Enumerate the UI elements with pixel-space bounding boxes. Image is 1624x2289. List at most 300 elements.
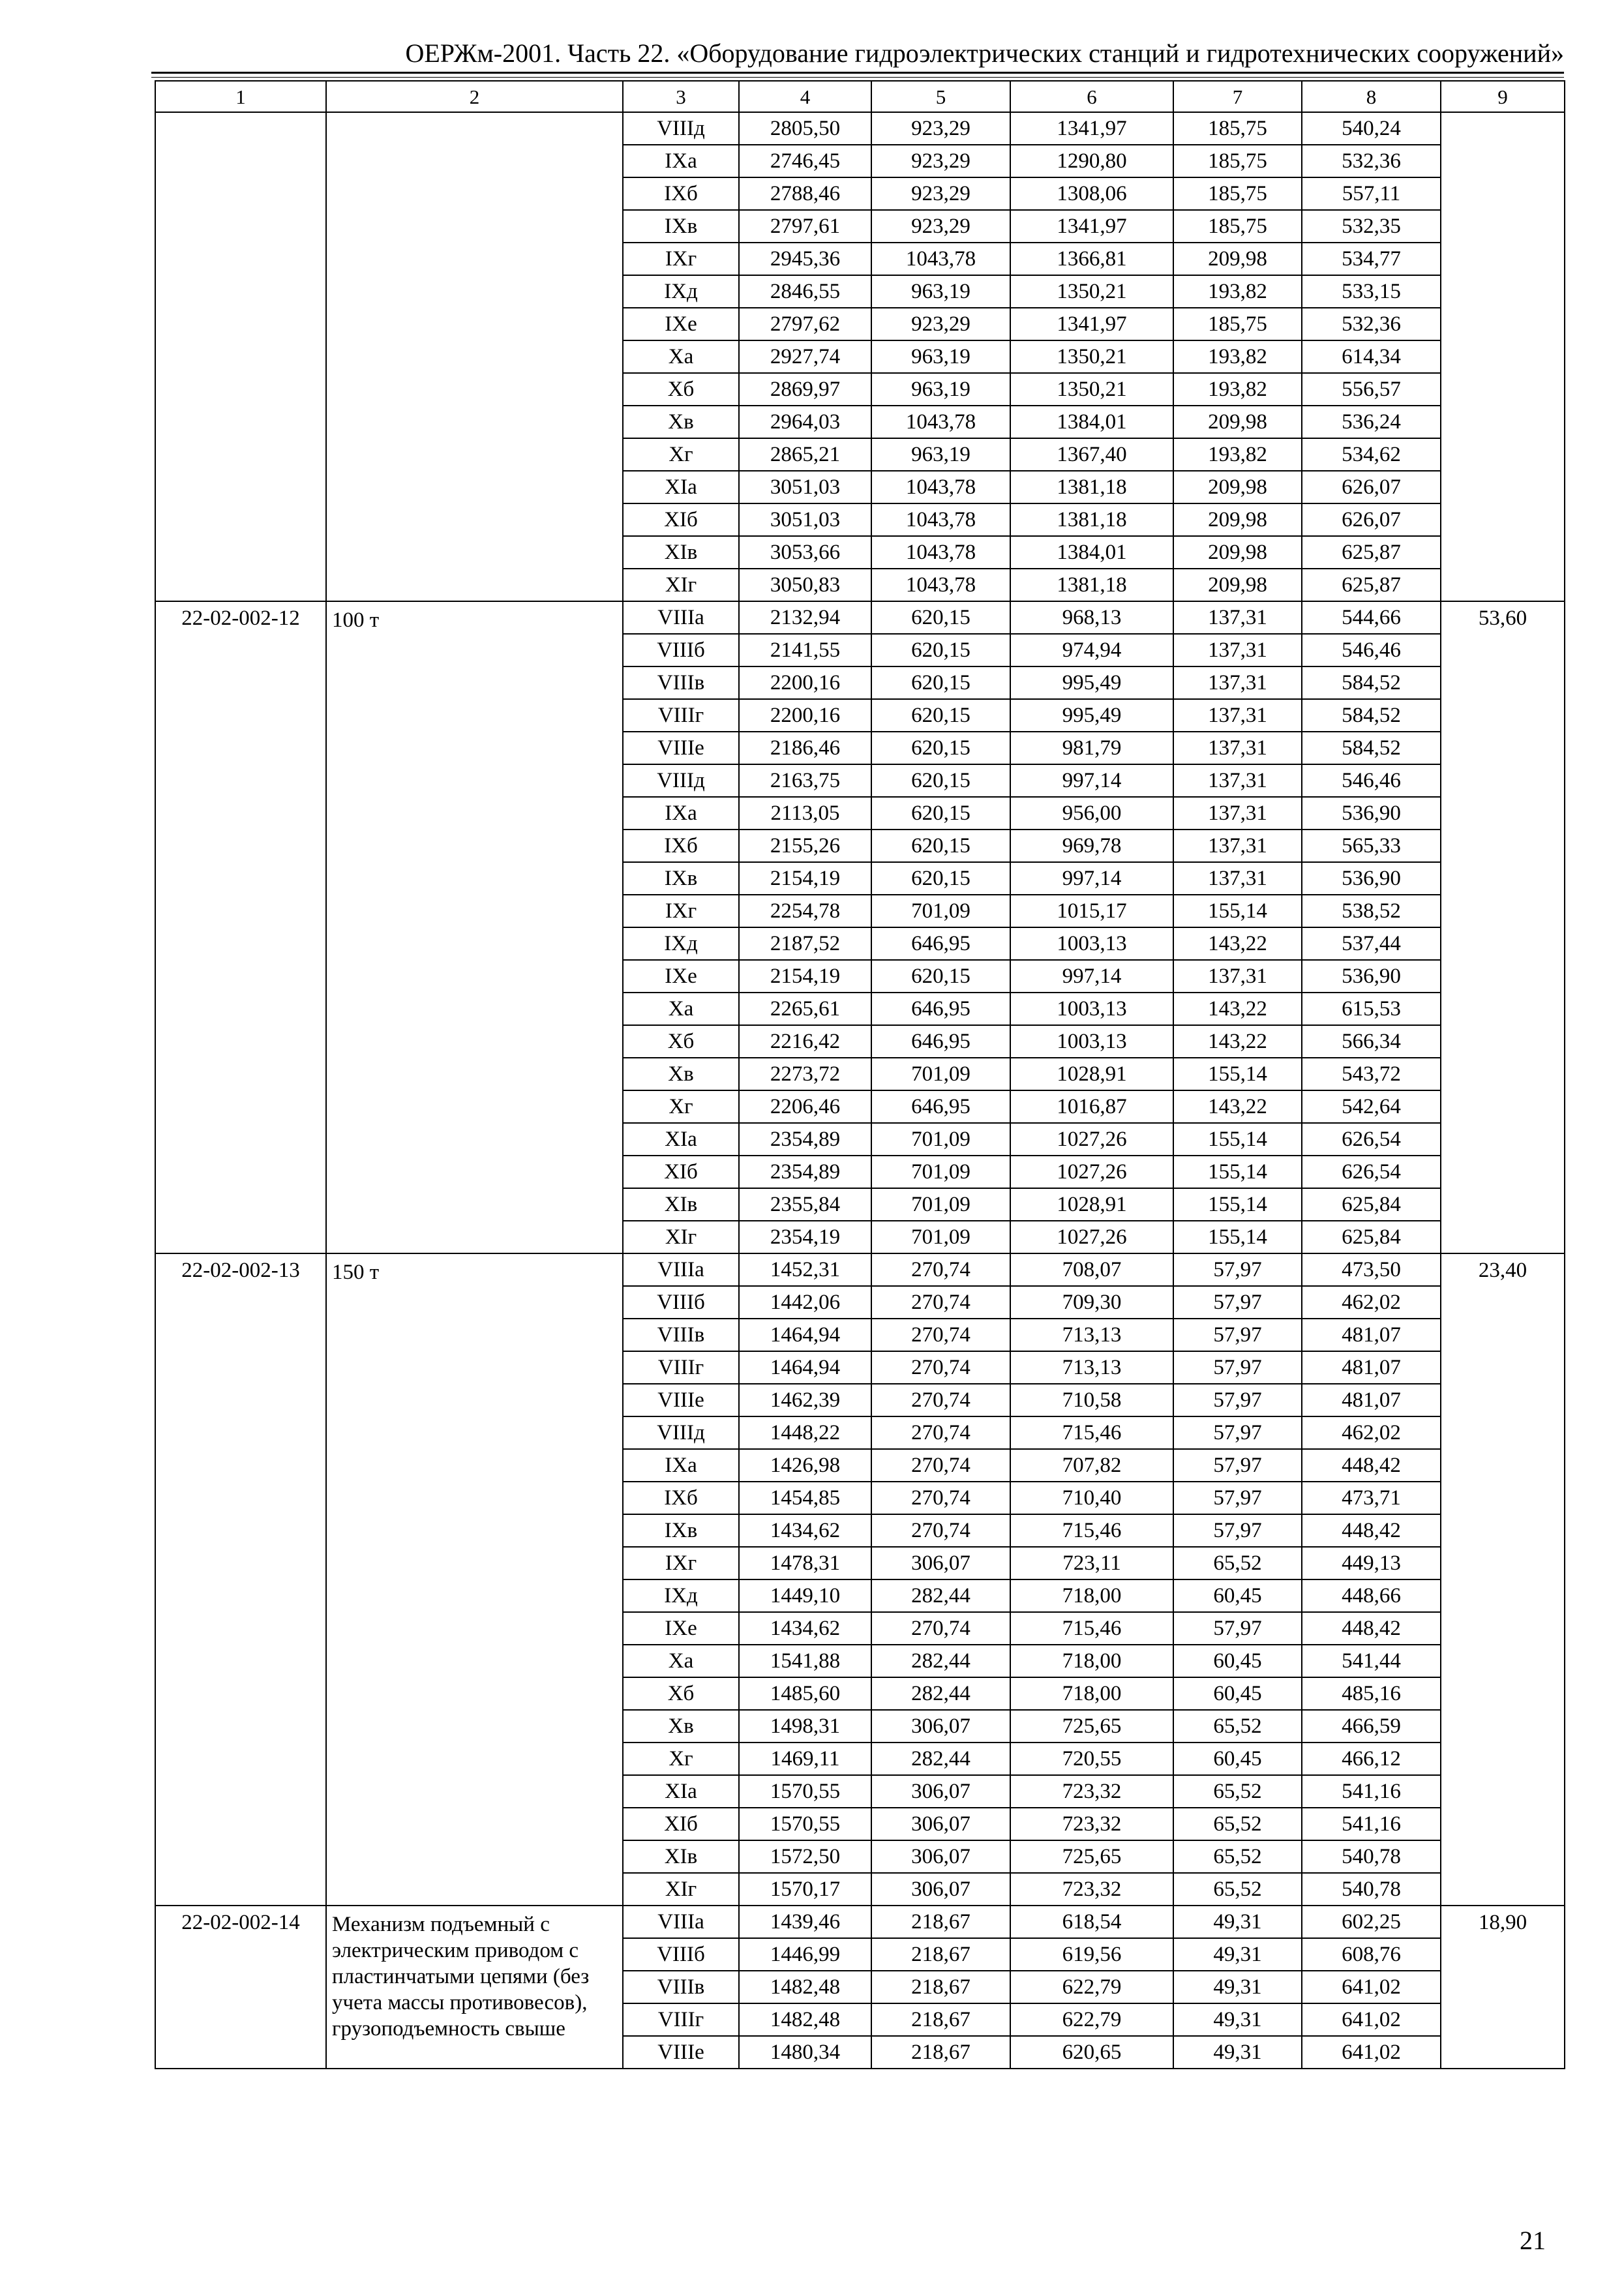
value-cell: 49,31 <box>1173 1971 1302 2003</box>
zone-cell: VIIIб <box>623 1286 739 1319</box>
table-row <box>155 1253 1565 1286</box>
value-cell: 155,14 <box>1173 1221 1302 1253</box>
value-cell: 923,29 <box>871 177 1010 210</box>
value-cell: 626,07 <box>1302 471 1441 503</box>
value-cell: 618,54 <box>1010 1906 1173 1938</box>
value-cell: 2216,42 <box>739 1025 871 1058</box>
value-cell: 137,31 <box>1173 797 1302 830</box>
value-cell: 137,31 <box>1173 601 1302 634</box>
value-cell: 1381,18 <box>1010 471 1173 503</box>
value-cell: 2187,52 <box>739 927 871 960</box>
value-cell: 270,74 <box>871 1416 1010 1449</box>
rate-code <box>155 112 326 601</box>
value-cell: 701,09 <box>871 1058 1010 1090</box>
zone-cell: Xб <box>623 1025 739 1058</box>
value-cell: 1003,13 <box>1010 993 1173 1025</box>
value-cell: 270,74 <box>871 1351 1010 1384</box>
value-cell: 725,65 <box>1010 1840 1173 1873</box>
value-cell: 137,31 <box>1173 862 1302 895</box>
value-cell: 193,82 <box>1173 340 1302 373</box>
value-cell: 209,98 <box>1173 406 1302 438</box>
value-cell: 602,25 <box>1302 1906 1441 1938</box>
value-cell: 155,14 <box>1173 1123 1302 1156</box>
value-cell: 155,14 <box>1173 1058 1302 1090</box>
column-number: 9 <box>1441 81 1565 112</box>
zone-cell: Xа <box>623 993 739 1025</box>
value-cell: 270,74 <box>871 1286 1010 1319</box>
value-cell: 1015,17 <box>1010 895 1173 927</box>
price-table <box>155 80 1565 2069</box>
value-cell: 1454,85 <box>739 1482 871 1514</box>
value-cell: 155,14 <box>1173 1156 1302 1188</box>
zone-cell: IXд <box>623 1579 739 1612</box>
value-cell: 137,31 <box>1173 732 1302 764</box>
value-cell: 532,35 <box>1302 210 1441 243</box>
value-cell: 2354,19 <box>739 1221 871 1253</box>
zone-cell: VIIIв <box>623 666 739 699</box>
value-cell: 995,49 <box>1010 666 1173 699</box>
rate-value: 18,90 <box>1441 1906 1565 2069</box>
header-rule <box>151 72 1564 74</box>
value-cell: 65,52 <box>1173 1840 1302 1873</box>
page-header: ОЕРЖм-2001. Часть 22. «Оборудование гидроэлектрических станций и гидротехнических сооружений» <box>405 38 1564 68</box>
value-cell: 533,15 <box>1302 275 1441 308</box>
value-cell: 270,74 <box>871 1449 1010 1482</box>
value-cell: 723,11 <box>1010 1547 1173 1579</box>
value-cell: 2206,46 <box>739 1090 871 1123</box>
zone-cell: IXа <box>623 1449 739 1482</box>
value-cell: 1449,10 <box>739 1579 871 1612</box>
value-cell: 155,14 <box>1173 895 1302 927</box>
column-number: 4 <box>739 81 871 112</box>
value-cell: 2797,62 <box>739 308 871 340</box>
value-cell: 1464,94 <box>739 1351 871 1384</box>
zone-cell: IXе <box>623 960 739 993</box>
value-cell: 620,15 <box>871 699 1010 732</box>
value-cell: 995,49 <box>1010 699 1173 732</box>
value-cell: 963,19 <box>871 438 1010 471</box>
value-cell: 2113,05 <box>739 797 871 830</box>
value-cell: 622,79 <box>1010 1971 1173 2003</box>
rate-code: 22-02-002-12 <box>155 601 326 1253</box>
zone-cell: IXг <box>623 895 739 927</box>
value-cell: 2788,46 <box>739 177 871 210</box>
value-cell: 155,14 <box>1173 1188 1302 1221</box>
zone-cell: VIIIг <box>623 2003 739 2036</box>
value-cell: 546,46 <box>1302 764 1441 797</box>
value-cell: 57,97 <box>1173 1319 1302 1351</box>
value-cell: 584,52 <box>1302 732 1441 764</box>
value-cell: 49,31 <box>1173 1938 1302 1971</box>
zone-cell: IXе <box>623 308 739 340</box>
value-cell: 541,16 <box>1302 1808 1441 1840</box>
value-cell: 2154,19 <box>739 960 871 993</box>
value-cell: 481,07 <box>1302 1351 1441 1384</box>
value-cell: 1016,87 <box>1010 1090 1173 1123</box>
value-cell: 49,31 <box>1173 1906 1302 1938</box>
zone-cell: XIб <box>623 503 739 536</box>
value-cell: 532,36 <box>1302 145 1441 177</box>
value-cell: 641,02 <box>1302 2003 1441 2036</box>
value-cell: 1350,21 <box>1010 373 1173 406</box>
zone-cell: VIIIе <box>623 732 739 764</box>
value-cell: 2964,03 <box>739 406 871 438</box>
value-cell: 1482,48 <box>739 1971 871 2003</box>
value-cell: 306,07 <box>871 1873 1010 1906</box>
value-cell: 1027,26 <box>1010 1156 1173 1188</box>
value-cell: 2132,94 <box>739 601 871 634</box>
value-cell: 282,44 <box>871 1743 1010 1775</box>
zone-cell: Xа <box>623 1645 739 1677</box>
value-cell: 701,09 <box>871 1156 1010 1188</box>
zone-cell: VIIIб <box>623 1938 739 1971</box>
value-cell: 209,98 <box>1173 503 1302 536</box>
value-cell: 608,76 <box>1302 1938 1441 1971</box>
column-number: 8 <box>1302 81 1441 112</box>
value-cell: 1341,97 <box>1010 112 1173 145</box>
zone-cell: VIIIв <box>623 1971 739 2003</box>
value-cell: 57,97 <box>1173 1416 1302 1449</box>
value-cell: 723,32 <box>1010 1775 1173 1808</box>
value-cell: 306,07 <box>871 1710 1010 1743</box>
value-cell: 65,52 <box>1173 1808 1302 1840</box>
zone-cell: XIв <box>623 536 739 569</box>
value-cell: 2355,84 <box>739 1188 871 1221</box>
rate-value: 23,40 <box>1441 1253 1565 1906</box>
value-cell: 626,54 <box>1302 1156 1441 1188</box>
value-cell: 626,07 <box>1302 503 1441 536</box>
value-cell: 701,09 <box>871 1123 1010 1156</box>
value-cell: 923,29 <box>871 112 1010 145</box>
value-cell: 620,15 <box>871 666 1010 699</box>
value-cell: 534,77 <box>1302 243 1441 275</box>
zone-cell: VIIIг <box>623 1351 739 1384</box>
value-cell: 710,40 <box>1010 1482 1173 1514</box>
value-cell: 646,95 <box>871 993 1010 1025</box>
zone-cell: IXб <box>623 1482 739 1514</box>
value-cell: 448,42 <box>1302 1449 1441 1482</box>
value-cell: 57,97 <box>1173 1253 1302 1286</box>
value-cell: 541,16 <box>1302 1775 1441 1808</box>
value-cell: 466,12 <box>1302 1743 1441 1775</box>
value-cell: 566,34 <box>1302 1025 1441 1058</box>
zone-cell: IXа <box>623 797 739 830</box>
value-cell: 209,98 <box>1173 569 1302 601</box>
value-cell: 997,14 <box>1010 862 1173 895</box>
value-cell: 473,71 <box>1302 1482 1441 1514</box>
value-cell: 65,52 <box>1173 1873 1302 1906</box>
value-cell: 137,31 <box>1173 830 1302 862</box>
value-cell: 974,94 <box>1010 634 1173 666</box>
value-cell: 544,66 <box>1302 601 1441 634</box>
value-cell: 270,74 <box>871 1384 1010 1416</box>
value-cell: 536,90 <box>1302 862 1441 895</box>
value-cell: 1043,78 <box>871 243 1010 275</box>
value-cell: 968,13 <box>1010 601 1173 634</box>
value-cell: 185,75 <box>1173 210 1302 243</box>
value-cell: 542,64 <box>1302 1090 1441 1123</box>
value-cell: 270,74 <box>871 1482 1010 1514</box>
value-cell: 538,52 <box>1302 895 1441 927</box>
value-cell: 725,65 <box>1010 1710 1173 1743</box>
value-cell: 2186,46 <box>739 732 871 764</box>
zone-cell: XIа <box>623 1775 739 1808</box>
value-cell: 1482,48 <box>739 2003 871 2036</box>
value-cell: 57,97 <box>1173 1612 1302 1645</box>
rate-value: 53,60 <box>1441 601 1565 1253</box>
value-cell: 620,15 <box>871 830 1010 862</box>
value-cell: 1462,39 <box>739 1384 871 1416</box>
value-cell: 536,90 <box>1302 797 1441 830</box>
value-cell: 565,33 <box>1302 830 1441 862</box>
value-cell: 1452,31 <box>739 1253 871 1286</box>
value-cell: 641,02 <box>1302 1971 1441 2003</box>
zone-cell: Xг <box>623 1743 739 1775</box>
value-cell: 715,46 <box>1010 1612 1173 1645</box>
value-cell: 2154,19 <box>739 862 871 895</box>
zone-cell: Xг <box>623 1090 739 1123</box>
value-cell: 532,36 <box>1302 308 1441 340</box>
zone-cell: VIIIб <box>623 634 739 666</box>
value-cell: 57,97 <box>1173 1286 1302 1319</box>
value-cell: 49,31 <box>1173 2036 1302 2069</box>
zone-cell: XIг <box>623 569 739 601</box>
zone-cell: VIIIд <box>623 112 739 145</box>
value-cell: 622,79 <box>1010 2003 1173 2036</box>
zone-cell: IXб <box>623 830 739 862</box>
zone-cell: VIIIе <box>623 2036 739 2069</box>
value-cell: 2805,50 <box>739 112 871 145</box>
value-cell: 625,87 <box>1302 569 1441 601</box>
value-cell: 2163,75 <box>739 764 871 797</box>
zone-cell: XIа <box>623 1123 739 1156</box>
value-cell: 2155,26 <box>739 830 871 862</box>
value-cell: 718,00 <box>1010 1677 1173 1710</box>
zone-cell: Xг <box>623 438 739 471</box>
value-cell: 143,22 <box>1173 927 1302 960</box>
value-cell: 723,32 <box>1010 1873 1173 1906</box>
zone-cell: XIа <box>623 471 739 503</box>
zone-cell: XIг <box>623 1221 739 1253</box>
value-cell: 701,09 <box>871 895 1010 927</box>
value-cell: 462,02 <box>1302 1416 1441 1449</box>
value-cell: 448,42 <box>1302 1612 1441 1645</box>
value-cell: 1366,81 <box>1010 243 1173 275</box>
value-cell: 701,09 <box>871 1188 1010 1221</box>
value-cell: 2927,74 <box>739 340 871 373</box>
header-rule-thin <box>151 77 1564 78</box>
value-cell: 218,67 <box>871 1971 1010 2003</box>
zone-cell: IXв <box>623 210 739 243</box>
value-cell: 2200,16 <box>739 666 871 699</box>
value-cell: 620,15 <box>871 960 1010 993</box>
value-cell: 1043,78 <box>871 406 1010 438</box>
value-cell: 185,75 <box>1173 177 1302 210</box>
value-cell: 65,52 <box>1173 1547 1302 1579</box>
value-cell: 1043,78 <box>871 536 1010 569</box>
value-cell: 625,84 <box>1302 1188 1441 1221</box>
value-cell: 536,90 <box>1302 960 1441 993</box>
zone-cell: IXв <box>623 1514 739 1547</box>
value-cell: 193,82 <box>1173 373 1302 406</box>
value-cell: 620,65 <box>1010 2036 1173 2069</box>
value-cell: 1027,26 <box>1010 1221 1173 1253</box>
value-cell: 1350,21 <box>1010 275 1173 308</box>
value-cell: 209,98 <box>1173 471 1302 503</box>
value-cell: 536,24 <box>1302 406 1441 438</box>
value-cell: 306,07 <box>871 1547 1010 1579</box>
table-row <box>155 1906 1565 1938</box>
value-cell: 218,67 <box>871 1938 1010 1971</box>
zone-cell: IXг <box>623 1547 739 1579</box>
value-cell: 1439,46 <box>739 1906 871 1938</box>
rate-name: Механизм подъемный с электрическим приводом с пластинчатыми цепями (без учета массы противовесов), грузоподъемность свыше <box>326 1906 623 2069</box>
value-cell: 1341,97 <box>1010 210 1173 243</box>
value-cell: 709,30 <box>1010 1286 1173 1319</box>
zone-cell: VIIIа <box>623 601 739 634</box>
value-cell: 218,67 <box>871 1906 1010 1938</box>
value-cell: 1043,78 <box>871 471 1010 503</box>
value-cell: 584,52 <box>1302 699 1441 732</box>
zone-cell: IXд <box>623 927 739 960</box>
value-cell: 1572,50 <box>739 1840 871 1873</box>
value-cell: 615,53 <box>1302 993 1441 1025</box>
value-cell: 620,15 <box>871 862 1010 895</box>
value-cell: 1570,55 <box>739 1808 871 1840</box>
value-cell: 614,34 <box>1302 340 1441 373</box>
value-cell: 1570,17 <box>739 1873 871 1906</box>
value-cell: 1478,31 <box>739 1547 871 1579</box>
value-cell: 209,98 <box>1173 243 1302 275</box>
rate-code: 22-02-002-14 <box>155 1906 326 2069</box>
value-cell: 715,46 <box>1010 1514 1173 1547</box>
value-cell: 540,78 <box>1302 1840 1441 1873</box>
value-cell: 620,15 <box>871 764 1010 797</box>
value-cell: 270,74 <box>871 1514 1010 1547</box>
value-cell: 997,14 <box>1010 960 1173 993</box>
zone-cell: Xв <box>623 406 739 438</box>
value-cell: 534,62 <box>1302 438 1441 471</box>
value-cell: 49,31 <box>1173 2003 1302 2036</box>
zone-cell: Xб <box>623 373 739 406</box>
value-cell: 218,67 <box>871 2003 1010 2036</box>
value-cell: 2354,89 <box>739 1156 871 1188</box>
zone-cell: VIIIд <box>623 1416 739 1449</box>
value-cell: 646,95 <box>871 1090 1010 1123</box>
value-cell: 1541,88 <box>739 1645 871 1677</box>
value-cell: 625,87 <box>1302 536 1441 569</box>
value-cell: 956,00 <box>1010 797 1173 830</box>
value-cell: 2354,89 <box>739 1123 871 1156</box>
value-cell: 1308,06 <box>1010 177 1173 210</box>
value-cell: 282,44 <box>871 1579 1010 1612</box>
value-cell: 707,82 <box>1010 1449 1173 1482</box>
value-cell: 57,97 <box>1173 1384 1302 1416</box>
column-number: 6 <box>1010 81 1173 112</box>
value-cell: 2869,97 <box>739 373 871 406</box>
value-cell: 270,74 <box>871 1612 1010 1645</box>
value-cell: 185,75 <box>1173 145 1302 177</box>
value-cell: 720,55 <box>1010 1743 1173 1775</box>
value-cell: 2141,55 <box>739 634 871 666</box>
value-cell: 1446,99 <box>739 1938 871 1971</box>
value-cell: 620,15 <box>871 634 1010 666</box>
zone-cell: IXв <box>623 862 739 895</box>
value-cell: 620,15 <box>871 732 1010 764</box>
zone-cell: IXе <box>623 1612 739 1645</box>
value-cell: 218,67 <box>871 2036 1010 2069</box>
zone-cell: XIб <box>623 1156 739 1188</box>
value-cell: 3051,03 <box>739 471 871 503</box>
value-cell: 963,19 <box>871 373 1010 406</box>
value-cell: 57,97 <box>1173 1514 1302 1547</box>
value-cell: 1442,06 <box>739 1286 871 1319</box>
value-cell: 963,19 <box>871 275 1010 308</box>
zone-cell: VIIIе <box>623 1384 739 1416</box>
value-cell: 137,31 <box>1173 764 1302 797</box>
value-cell: 57,97 <box>1173 1482 1302 1514</box>
value-cell: 923,29 <box>871 145 1010 177</box>
zone-cell: IXг <box>623 243 739 275</box>
value-cell: 60,45 <box>1173 1579 1302 1612</box>
value-cell: 485,16 <box>1302 1677 1441 1710</box>
value-cell: 646,95 <box>871 1025 1010 1058</box>
value-cell: 2797,61 <box>739 210 871 243</box>
value-cell: 137,31 <box>1173 960 1302 993</box>
rate-value <box>1441 112 1565 601</box>
column-number: 7 <box>1173 81 1302 112</box>
zone-cell: XIв <box>623 1188 739 1221</box>
value-cell: 2265,61 <box>739 993 871 1025</box>
value-cell: 306,07 <box>871 1840 1010 1873</box>
table-body <box>155 81 1565 2069</box>
rate-name: 150 т <box>326 1253 623 1906</box>
rate-code: 22-02-002-13 <box>155 1253 326 1906</box>
value-cell: 701,09 <box>871 1221 1010 1253</box>
value-cell: 1290,80 <box>1010 145 1173 177</box>
value-cell: 997,14 <box>1010 764 1173 797</box>
value-cell: 209,98 <box>1173 536 1302 569</box>
column-number: 5 <box>871 81 1010 112</box>
value-cell: 1003,13 <box>1010 927 1173 960</box>
value-cell: 473,50 <box>1302 1253 1441 1286</box>
value-cell: 1341,97 <box>1010 308 1173 340</box>
rate-name: 100 т <box>326 601 623 1253</box>
value-cell: 57,97 <box>1173 1449 1302 1482</box>
value-cell: 1384,01 <box>1010 536 1173 569</box>
value-cell: 1027,26 <box>1010 1123 1173 1156</box>
value-cell: 1485,60 <box>739 1677 871 1710</box>
zone-cell: VIIIа <box>623 1906 739 1938</box>
value-cell: 715,46 <box>1010 1416 1173 1449</box>
value-cell: 193,82 <box>1173 275 1302 308</box>
value-cell: 137,31 <box>1173 634 1302 666</box>
value-cell: 3053,66 <box>739 536 871 569</box>
value-cell: 60,45 <box>1173 1743 1302 1775</box>
value-cell: 3051,03 <box>739 503 871 536</box>
value-cell: 1426,98 <box>739 1449 871 1482</box>
value-cell: 137,31 <box>1173 699 1302 732</box>
value-cell: 2865,21 <box>739 438 871 471</box>
value-cell: 270,74 <box>871 1319 1010 1351</box>
value-cell: 625,84 <box>1302 1221 1441 1253</box>
value-cell: 963,19 <box>871 340 1010 373</box>
value-cell: 537,44 <box>1302 927 1441 960</box>
value-cell: 1448,22 <box>739 1416 871 1449</box>
value-cell: 546,46 <box>1302 634 1441 666</box>
value-cell: 448,42 <box>1302 1514 1441 1547</box>
value-cell: 620,15 <box>871 601 1010 634</box>
